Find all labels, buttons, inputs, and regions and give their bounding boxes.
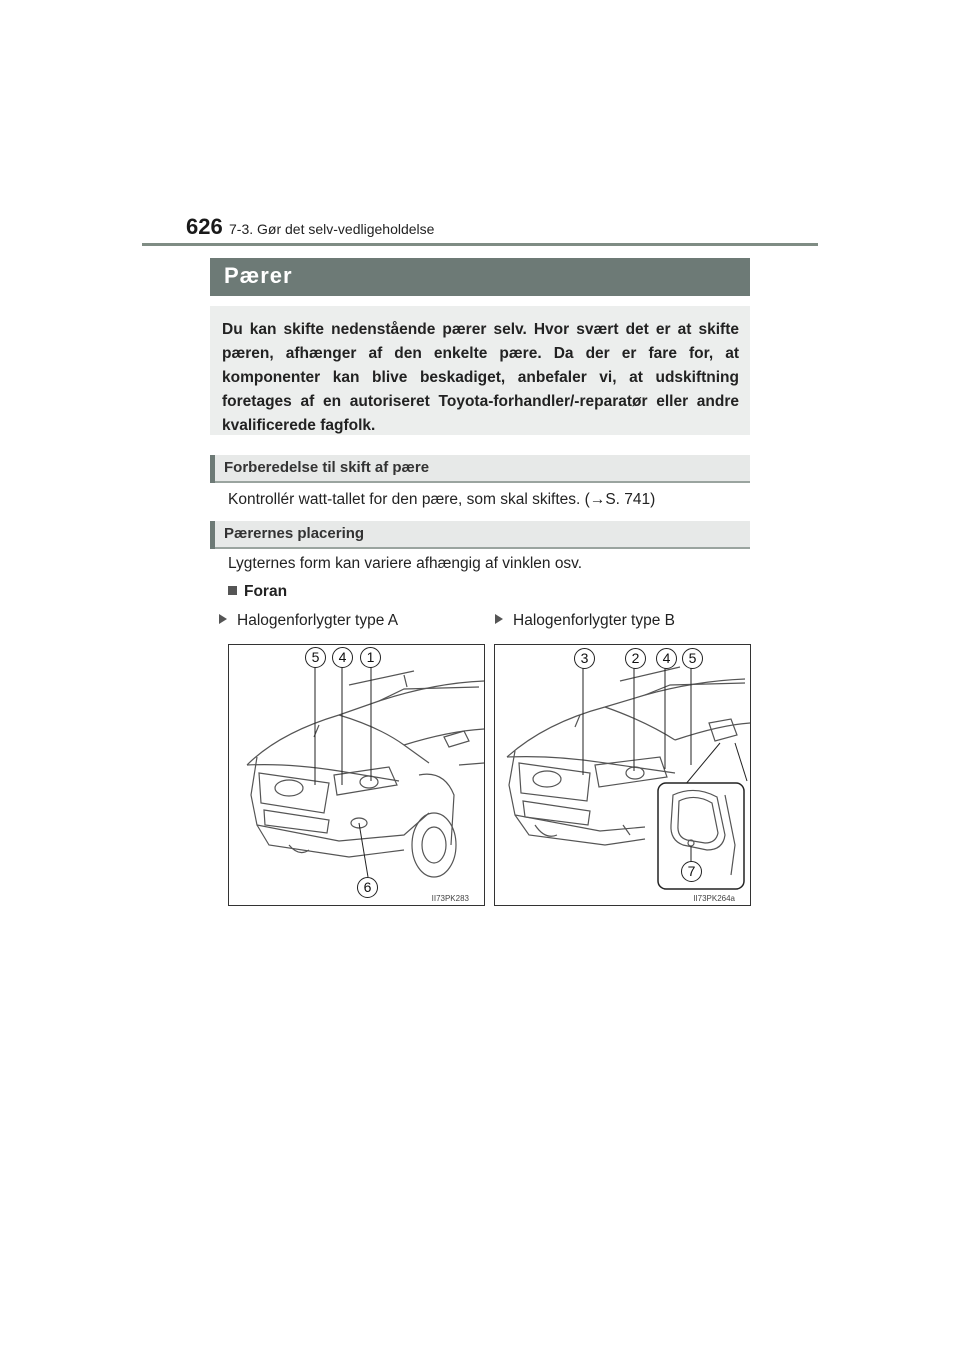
callout-3: 3 [574, 648, 595, 669]
page-number: 626 [186, 214, 223, 239]
prep-text-before: Kontrollér watt-tallet for den pære, som skal skiftes. ( [228, 491, 590, 508]
page-reference[interactable]: S. 741) [605, 491, 656, 508]
callout-2: 2 [625, 648, 646, 669]
front-heading-text: Foran [244, 583, 288, 600]
figure-a [228, 644, 485, 906]
figure-b [494, 644, 751, 906]
callout-4b: 4 [656, 648, 677, 669]
locations-heading [210, 521, 750, 549]
intro-text: Du kan skifte nedenstående pærer selv. Hvor svært det er at skifte pæren, afhænger af den enkelte pære. Da der er fare for, at komponenter kan blive beskadiget, anbefaler vi, at udskiftning foretages af en autoriseret Toyota-forhandler/-reparatør eller andre kvalificerede fagfolk. [222, 321, 739, 434]
figure-b-label-text: Halogenforlygter type B [513, 612, 675, 629]
figure-a-label [219, 612, 398, 630]
triangle-bullet-icon [219, 614, 227, 624]
locations-text: Lygternes form kan variere afhængig af vinklen osv. [228, 555, 583, 572]
arrow-right-icon: → [589, 491, 606, 508]
header-rule [142, 243, 818, 246]
figure-b-label [495, 612, 675, 630]
prep-heading [210, 455, 750, 483]
callout-6: 6 [357, 877, 378, 898]
truck-front-illustration-b [495, 645, 750, 905]
figure-b-code: II73PK264a [693, 894, 735, 903]
callout-5: 5 [305, 647, 326, 668]
prep-heading-text: Forberedelse til skift af pære [224, 459, 430, 476]
callout-5b: 5 [682, 648, 703, 669]
page-title: Pærer [224, 263, 293, 288]
title-bar [210, 258, 750, 296]
callout-7: 7 [681, 861, 702, 882]
triangle-bullet-icon [495, 614, 503, 624]
square-bullet-icon [228, 586, 237, 595]
callout-1: 1 [360, 647, 381, 668]
intro-box [210, 306, 750, 435]
figure-a-code: II73PK283 [431, 894, 469, 903]
front-heading [228, 583, 287, 601]
figure-a-label-text: Halogenforlygter type A [237, 612, 399, 629]
truck-front-illustration-a [229, 645, 484, 905]
callout-4: 4 [332, 647, 353, 668]
locations-heading-text: Pærernes placering [224, 525, 365, 542]
prep-text [228, 491, 655, 509]
section-label: 7-3. Gør det selv-vedligeholdelse [229, 221, 435, 237]
